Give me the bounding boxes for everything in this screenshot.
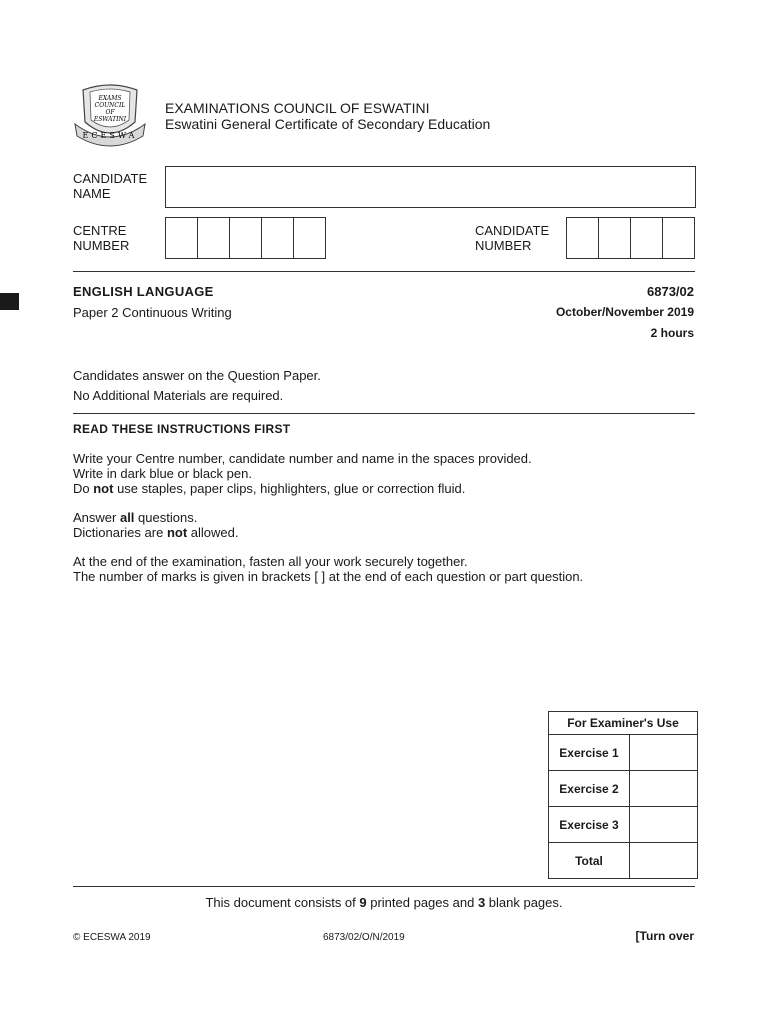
instruction-4: [73, 510, 197, 525]
instruction-3-c: use staples, paper clips, highlighters, glue or correction fluid.: [113, 481, 466, 496]
materials-line-2: No Additional Materials are required.: [73, 388, 284, 403]
centre-number-cell[interactable]: [198, 218, 230, 258]
exercise-2-label: Exercise 2: [549, 771, 630, 807]
instructions-heading: READ THESE INSTRUCTIONS FIRST: [73, 422, 291, 436]
page-count-note: [73, 895, 695, 910]
candidate-name-label-line1: CANDIDATE: [73, 171, 148, 186]
table-row: [549, 771, 698, 807]
instruction-5-c: allowed.: [187, 525, 239, 540]
instruction-3-b: not: [93, 481, 114, 496]
paper-title: Paper 2 Continuous Writing: [73, 305, 232, 320]
exercise-1-label: Exercise 1: [549, 735, 630, 771]
exercise-3-mark[interactable]: [630, 807, 698, 843]
candidate-number-field[interactable]: [566, 217, 695, 259]
divider: [73, 271, 695, 272]
total-label: Total: [549, 843, 630, 879]
candidate-name-label-line2: NAME: [73, 186, 111, 201]
instruction-3-a: Do: [73, 481, 94, 496]
candidate-number-cell[interactable]: [599, 218, 631, 258]
candidate-number-label-line1: CANDIDATE: [475, 223, 550, 238]
instruction-5-a: Dictionaries are: [73, 525, 167, 540]
table-row: [549, 735, 698, 771]
logo-text-2: COUNCIL: [94, 102, 126, 109]
table-row: [549, 843, 698, 879]
centre-number-label-line2: NUMBER: [73, 238, 130, 253]
centre-number-cell[interactable]: [262, 218, 294, 258]
instruction-4-a: Answer: [73, 510, 120, 525]
centre-number-label-line1: CENTRE: [73, 223, 127, 238]
logo-banner-text: ECESWA: [82, 131, 138, 140]
total-mark[interactable]: [630, 843, 698, 879]
instruction-5: [73, 525, 238, 540]
centre-number-cell[interactable]: [294, 218, 325, 258]
instruction-2: Write in dark blue or black pen.: [73, 466, 252, 481]
centre-number-cell[interactable]: [166, 218, 198, 258]
logo-text-1: EXAMS: [98, 95, 122, 102]
centre-number-cell[interactable]: [230, 218, 262, 258]
instruction-5-b: not: [166, 525, 188, 540]
divider: [73, 886, 695, 887]
exercise-2-mark[interactable]: [630, 771, 698, 807]
candidate-name-label: [73, 171, 147, 201]
exercise-1-mark[interactable]: [630, 735, 698, 771]
page-count-c: printed pages and: [366, 895, 478, 910]
divider: [73, 413, 695, 414]
exam-duration: 2 hours: [650, 326, 694, 340]
logo-text-4: ESWATINI: [93, 116, 127, 123]
paper-code: 6873/02: [647, 284, 694, 299]
exercise-3-label: Exercise 3: [549, 807, 630, 843]
instruction-4-c: questions.: [134, 510, 198, 525]
blank-pages-count: 3: [477, 895, 486, 910]
examiner-use-heading: For Examiner's Use: [549, 712, 698, 735]
paper-reference: 6873/02/O/N/2019: [323, 932, 405, 943]
copyright: © ECESWA 2019: [73, 932, 151, 943]
side-tab-marker: [0, 293, 19, 310]
instruction-1: Write your Centre number, candidate number and name in the spaces provided.: [73, 451, 532, 466]
examiner-use-table: [548, 711, 698, 879]
page-count-a: This document consists of: [205, 895, 360, 910]
candidate-number-cell[interactable]: [567, 218, 599, 258]
candidate-number-label-line2: NUMBER: [475, 238, 532, 253]
centre-number-field[interactable]: [165, 217, 326, 259]
subject-title: ENGLISH LANGUAGE: [73, 284, 214, 299]
candidate-number-label: [475, 223, 549, 253]
turn-over: [Turn over: [635, 929, 694, 943]
certificate-name: Eswatini General Certificate of Secondary Education: [165, 116, 491, 132]
instruction-7: The number of marks is given in brackets [ ] at the end of each question or part question.: [73, 569, 584, 584]
instruction-3: [73, 481, 465, 496]
table-row: [549, 807, 698, 843]
printed-pages-count: 9: [359, 895, 367, 910]
instruction-4-b: all: [119, 510, 135, 525]
candidate-name-field[interactable]: [165, 166, 696, 208]
candidate-number-cell[interactable]: [631, 218, 663, 258]
page-count-e: blank pages.: [485, 895, 563, 910]
eceswa-logo: [73, 82, 147, 148]
council-name: EXAMINATIONS COUNCIL OF ESWATINI: [165, 100, 430, 116]
exam-session: October/November 2019: [555, 305, 694, 319]
candidate-number-cell[interactable]: [663, 218, 694, 258]
materials-line-1: Candidates answer on the Question Paper.: [73, 368, 321, 383]
instruction-6: At the end of the examination, fasten all your work securely together.: [73, 554, 468, 569]
logo-text-3: OF: [105, 109, 115, 116]
centre-number-label: [73, 223, 129, 253]
